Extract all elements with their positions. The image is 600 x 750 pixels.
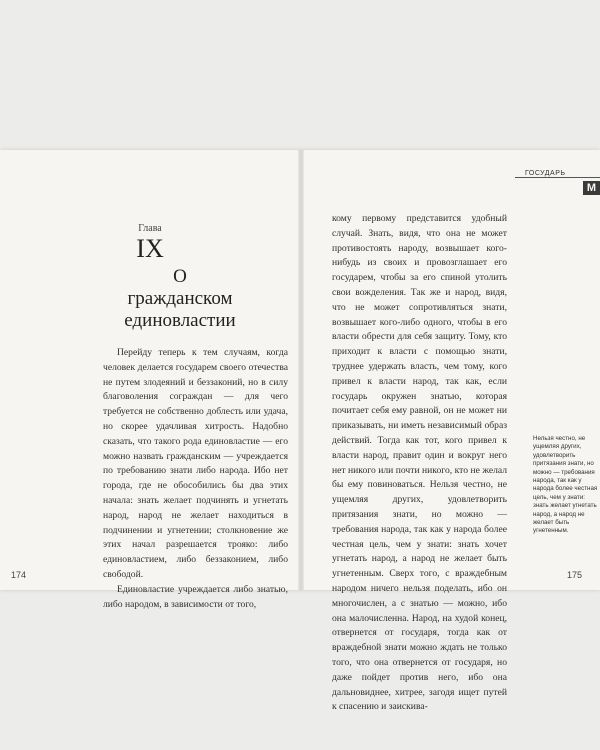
chapter-label: Глава bbox=[138, 223, 162, 234]
chapter-title: О гражданском единовластии bbox=[124, 266, 236, 331]
page-number-left: 174 bbox=[11, 570, 27, 580]
page-number-right: 175 bbox=[567, 570, 583, 580]
chapter-number: IX bbox=[136, 234, 164, 263]
book-gutter bbox=[298, 150, 304, 590]
running-title: ГОСУДАРЬ bbox=[525, 170, 566, 177]
left-page-text bbox=[103, 346, 288, 612]
section-badge: М bbox=[583, 181, 600, 195]
paragraph: кому первому представится удобный случай. Знать, видя, что она не может противостоять народу, возвышает кого-нибудь из своих и провозглашает его государем, чтобы за его спиной утолить свои вожделения. Так же и народ, видя, что не может сопротивляться знати, возвышает кого-либо одного, чтобы в его власти обрести для себя защиту. Тому, кто приходит к власти с помощью знати, труднее удержать власть, чем тому, кого привел к власти народ, так как, если государь окружен знатью, которая почитает себя ему равной, он не может ни приказывать, ни иметь независимый образ действий. Тогда как тот, кого привел к власти народ, правит один и вокруг него нет никого или почти никого, кто не желал бы ему повиноваться. Нельзя честно, не ущемляя других, удовлетворить притязания знати, но можно — требования народа, так как у народа более честная цель, чем у знати: знать хочет угнетать народ, а народ не желает быть угнетенным. Сверх того, с враждебным народом ничего нельзя поделать, ибо он многочислен, а с знатью — можно, ибо она малочисленна. Народ, на худой конец, отвернется от государя, тогда как от враждебной знати можно ждать не только того, что она отвернется от государя, но даже пойдет против него, ибо она дальновиднее, хитрее, загодя ищет путей к спасению и заискива- bbox=[332, 213, 507, 713]
paragraph: Перейду теперь к тем случаям, когда человек делается государем своего отечества не путем злодеяний и беззаконий, но в силу благоволения сограждан — для чего требуется не собственно доблесть или удача, но скорее удачливая хитрость. Надобно сказать, что такого рода единовластие — его можно назвать гражданским — учреждается по требованию знати либо народа. Ибо нет города, где не обособились бы два этих начала: знать желает подчинять и угнетать народ, народ не желает находиться в подчинении и угнетении; столкновение же этих начал разрешается трояко: либо единовластием, либо беззаконием, либо свободой. bbox=[103, 347, 288, 580]
paragraph: Единовластие учреждается либо знатью, либо народом, в зависимости от того, bbox=[103, 583, 288, 610]
header-rule bbox=[515, 177, 600, 178]
right-page-text bbox=[332, 212, 507, 715]
margin-note: Нельзя честно, не ущемляя других, удовлетворить притязания знати, но можно — требования народа, так как у народа более честная цель, чем у знати: знать желает угнетать народ, а народ не желает быть угнетенным. bbox=[533, 435, 598, 535]
